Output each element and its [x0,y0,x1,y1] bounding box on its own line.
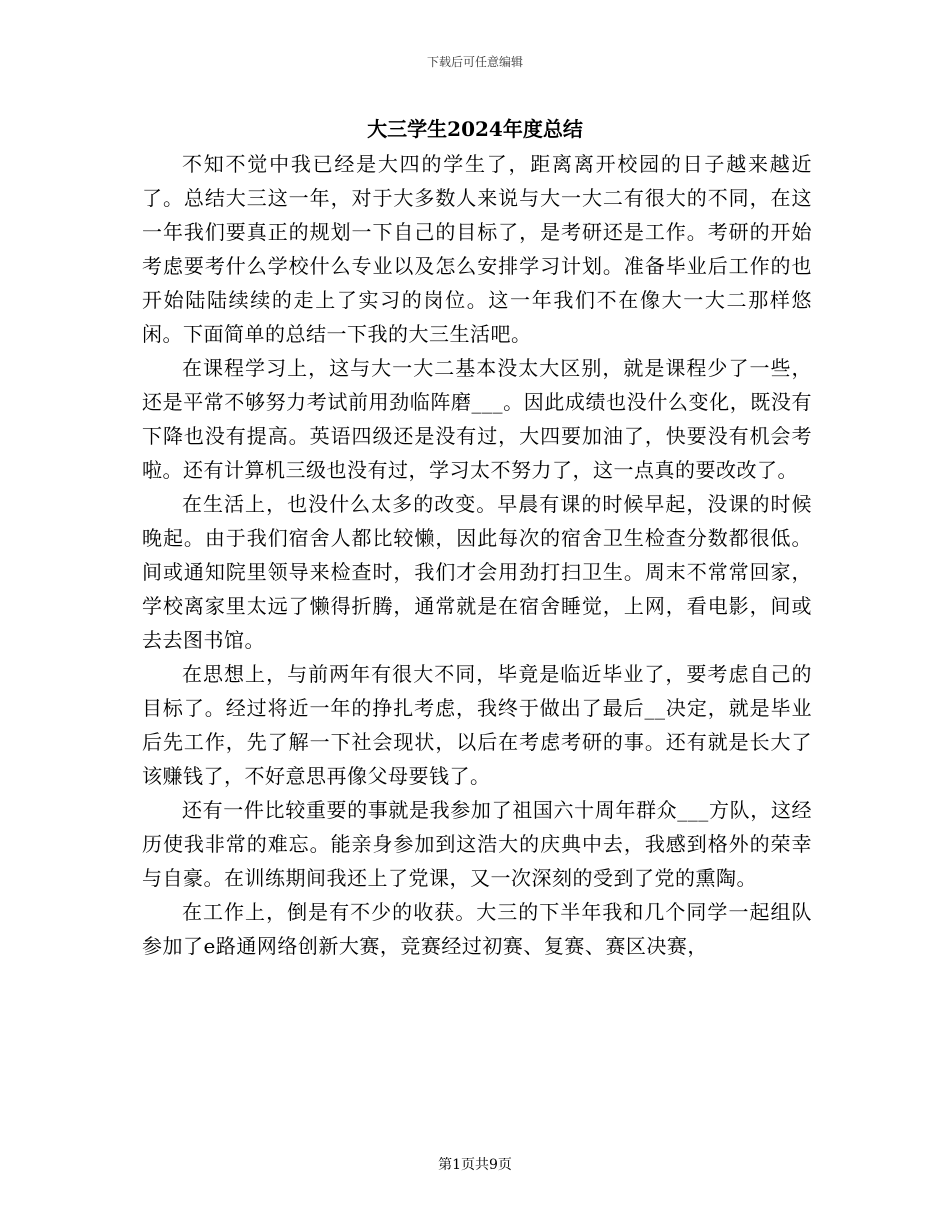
paragraph-1: 不知不觉中我已经是大四的学生了，距离离开校园的日子越来越近了。总结大三这一年，对于大多数人来说与大一大二有很大的不同，在这一年我们要真正的规划一下自己的目标了，是考研还是工作。考研的开始考虑要考什么学校什么专业以及怎么安排学习计划。准备毕业后工作的也开始陆陆续续的走上了实习的岗位。这一年我们不在像大一大二那样悠闲。下面简单的总结一下我的大三生活吧。 [142,152,812,346]
paragraph-6: 在工作上，倒是有不少的收获。大三的下半年我和几个同学一起组队参加了e路通网络创新大赛，竞赛经过初赛、复赛、赛区决赛， [142,900,812,958]
paragraph-2: 在课程学习上，这与大一大二基本没太大区别，就是课程少了一些，还是平常不够努力考试前用劲临阵磨___。因此成绩也没什么变化，既没有下降也没有提高。英语四级还是没有过，大四要加油了，快要没有机会考啦。还有计算机三级也没有过，学习太不努力了，这一点真的要改改了。 [142,356,812,482]
document-body [142,147,812,963]
paragraph-5: 还有一件比较重要的事就是我参加了祖国六十周年群众___方队，这经历使我非常的难忘。能亲身参加到这浩大的庆典中去，我感到格外的荣幸与自豪。在训练期间我还上了党课，又一次深刻的受到了党的熏陶。 [142,798,812,890]
page-header-note: 下载后可任意编辑 [426,55,523,69]
paragraph-4: 在思想上，与前两年有很大不同，毕竟是临近毕业了，要考虑自己的目标了。经过将近一年的挣扎考虑，我终于做出了最后__决定，就是毕业后先工作，先了解一下社会现状，以后在考虑考研的事。还有就是长大了该赚钱了，不好意思再像父母要钱了。 [142,662,812,788]
paragraph-3: 在生活上，也没什么太多的改变。早晨有课的时候早起，没课的时候晚起。由于我们宿舍人都比较懒，因此每次的宿舍卫生检查分数都很低。间或通知院里领导来检查时，我们才会用劲打扫卫生。周末不常常回家，学校离家里太远了懒得折腾，通常就是在宿舍睡觉，上网，看电影，间或去去图书馆。 [142,492,812,652]
page-number: 第1页共9页 [438,1157,512,1173]
document-title: 大三学生2024年度总结 [367,117,583,141]
